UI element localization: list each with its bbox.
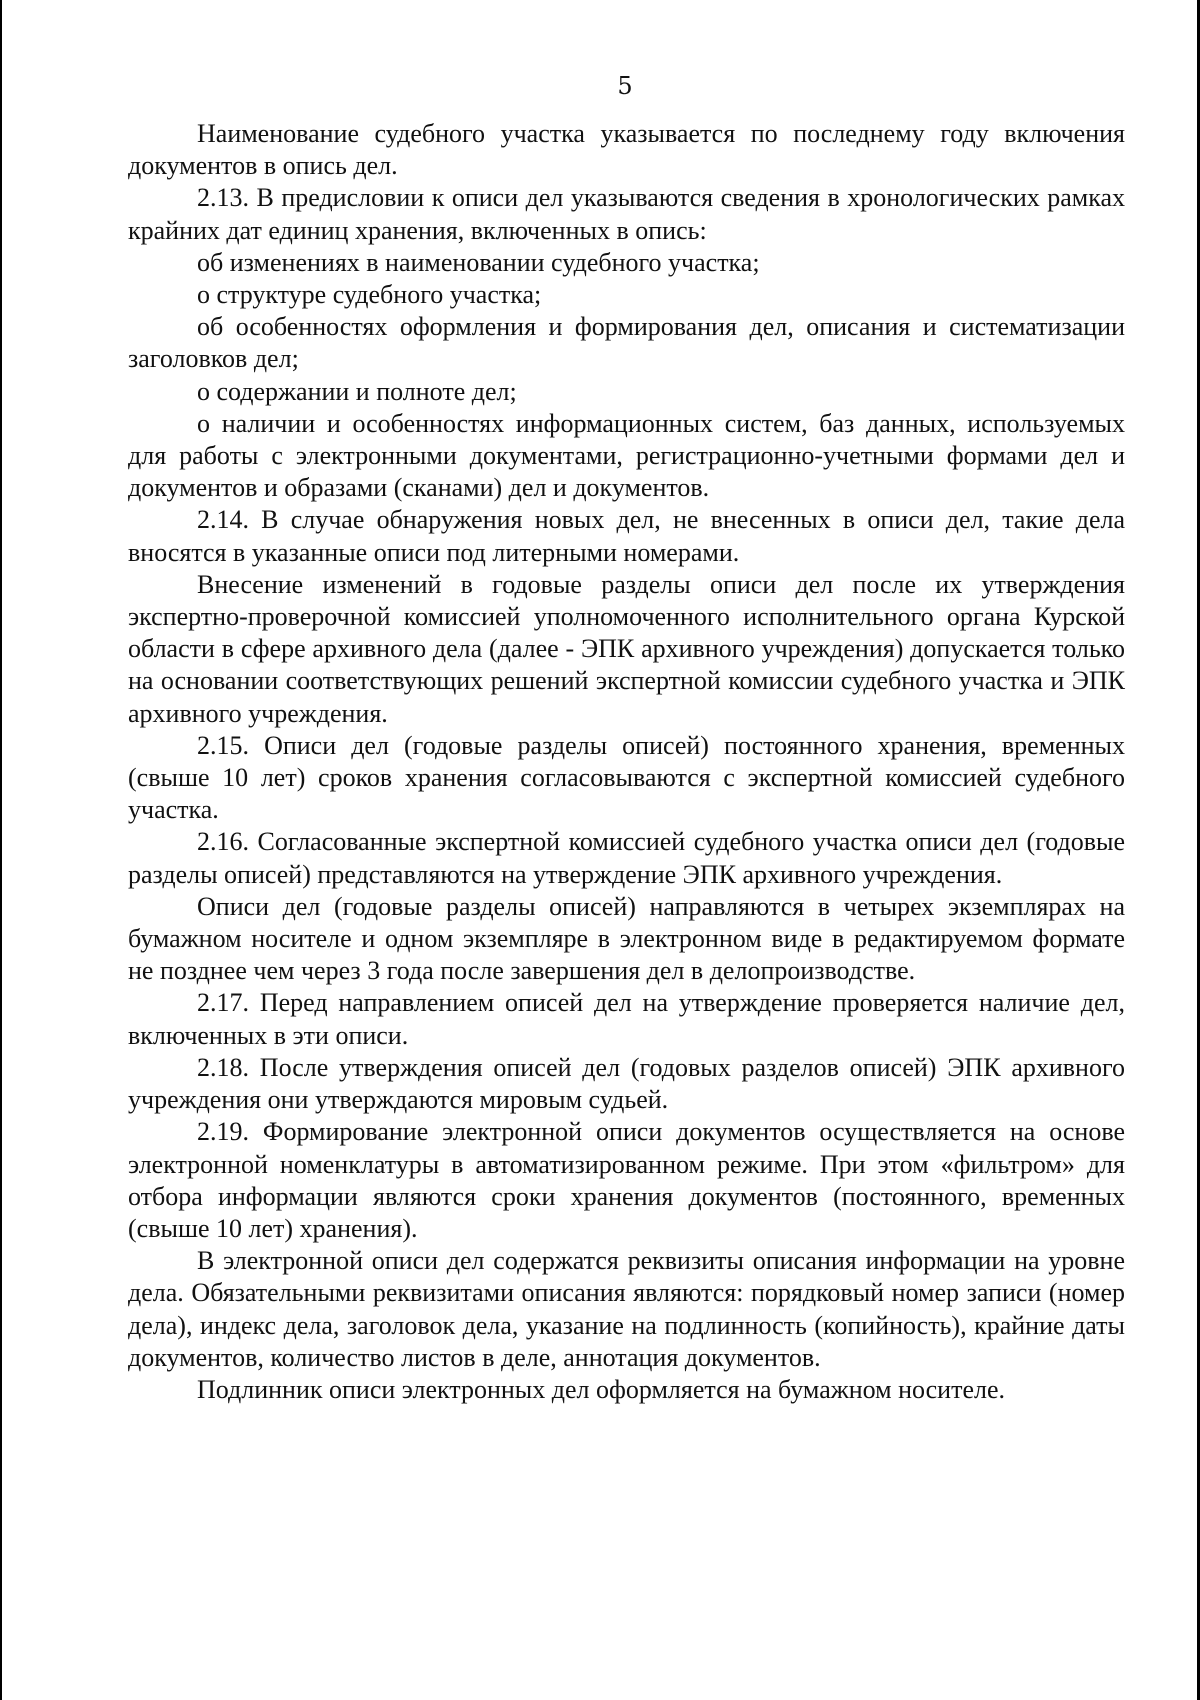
page-number: 5 xyxy=(617,72,633,100)
paragraph: Подлинник описи электронных дел оформляется на бумажном носителе. xyxy=(197,1374,1006,1404)
paragraph: Наименование судебного участка указывается по последнему году включения документов в опись дел. xyxy=(128,119,1125,181)
paragraph: о структуре судебного участка; xyxy=(197,280,542,310)
paragraph: 2.14. В случае обнаружения новых дел, не внесенных в описи дел, такие дела вносятся в указанные описи под литерными номерами. xyxy=(128,505,1125,567)
paragraph: 2.13. В предисловии к описи дел указываются сведения в хронологических рамках крайних дат единиц хранения, включенных в опись: xyxy=(128,183,1125,245)
paragraph: об изменениях в наименовании судебного участка; xyxy=(197,247,760,277)
paragraph: Внесение изменений в годовые разделы описи дел после их утверждения экспертно-проверочной комиссией уполномоченного исполнительного органа Курской области в сфере архивного дела (далее - ЭПК архивного учреждения) допускается только на основании соответствующих решений экспертной комиссии судебного участка и ЭПК архивного учреждения. xyxy=(128,569,1125,728)
paragraph: 2.15. Описи дел (годовые разделы описей) постоянного хранения, временных (свыше 10 лет) сроков хранения согласовываются с экспертной комиссией судебного участка. xyxy=(128,730,1125,825)
paragraph: об особенностях оформления и формирования дел, описания и систематизации заголовков дел; xyxy=(128,312,1125,374)
paragraph: В электронной описи дел содержатся реквизиты описания информации на уровне дела. Обязательными реквизитами описания являются: порядковый номер записи (номер дела), индекс дела, заголовок дела, указание на подлинность (копийность), крайние даты документов, количество листов в деле, аннотация документов. xyxy=(128,1246,1125,1372)
scan-border-left xyxy=(0,0,2,1700)
paragraph: 2.17. Перед направлением описей дел на утверждение проверяется наличие дел, включенных в эти описи. xyxy=(128,988,1125,1050)
paragraph: 2.16. Согласованные экспертной комиссией судебного участка описи дел (годовые разделы описей) представляются на утверждение ЭПК архивного учреждения. xyxy=(128,827,1125,889)
document-body xyxy=(128,118,1125,1406)
paragraph: о содержании и полноте дел; xyxy=(197,376,517,406)
paragraph: 2.19. Формирование электронной описи документов осуществляется на основе электронной номенклатуры в автоматизированном режиме. При этом «фильтром» для отбора информации являются сроки хранения документов (постоянного, временных (свыше 10 лет) хранения). xyxy=(128,1117,1125,1243)
paragraph: о наличии и особенностях информационных систем, баз данных, используемых для работы с электронными документами, регистрационно-учетными формами дел и документов и образами (сканами) дел и документов. xyxy=(128,408,1125,503)
paragraph: Описи дел (годовые разделы описей) направляются в четырех экземплярах на бумажном носителе и одном экземпляре в электронном виде в редактируемом формате не позднее чем через 3 года после завершения дел в делопроизводстве. xyxy=(128,891,1125,986)
paragraph: 2.18. После утверждения описей дел (годовых разделов описей) ЭПК архивного учреждения они утверждаются мировым судьей. xyxy=(128,1052,1125,1115)
